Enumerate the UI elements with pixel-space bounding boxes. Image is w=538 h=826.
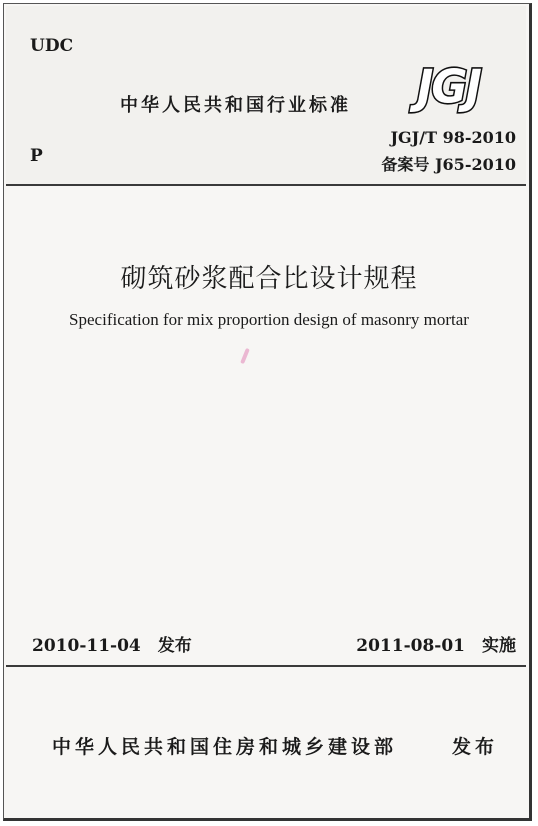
document-title-chinese: 砌筑砂浆配合比设计规程 <box>120 264 418 294</box>
issuer-publish-label: 发布 <box>452 736 499 758</box>
publish-date: 2010-11-04 发布 <box>32 636 192 656</box>
implement-date: 2011-08-01 实施 <box>356 636 516 656</box>
footer-divider <box>6 665 526 667</box>
classification-code: P <box>30 146 43 166</box>
header-divider <box>6 184 526 186</box>
udc-label: UDC <box>30 36 74 56</box>
industry-standard-label: 中华人民共和国行业标准 <box>120 95 351 116</box>
jgj-logo: JGJ <box>417 60 480 115</box>
record-number: 备案号 J65-2010 <box>381 155 516 174</box>
issuing-authority: 中华人民共和国住房和城乡建设部 <box>52 736 398 758</box>
standard-number: JGJ/T 98-2010 <box>390 128 516 147</box>
document-title-english: Specification for mix proportion design of masonry mortar <box>69 310 469 329</box>
